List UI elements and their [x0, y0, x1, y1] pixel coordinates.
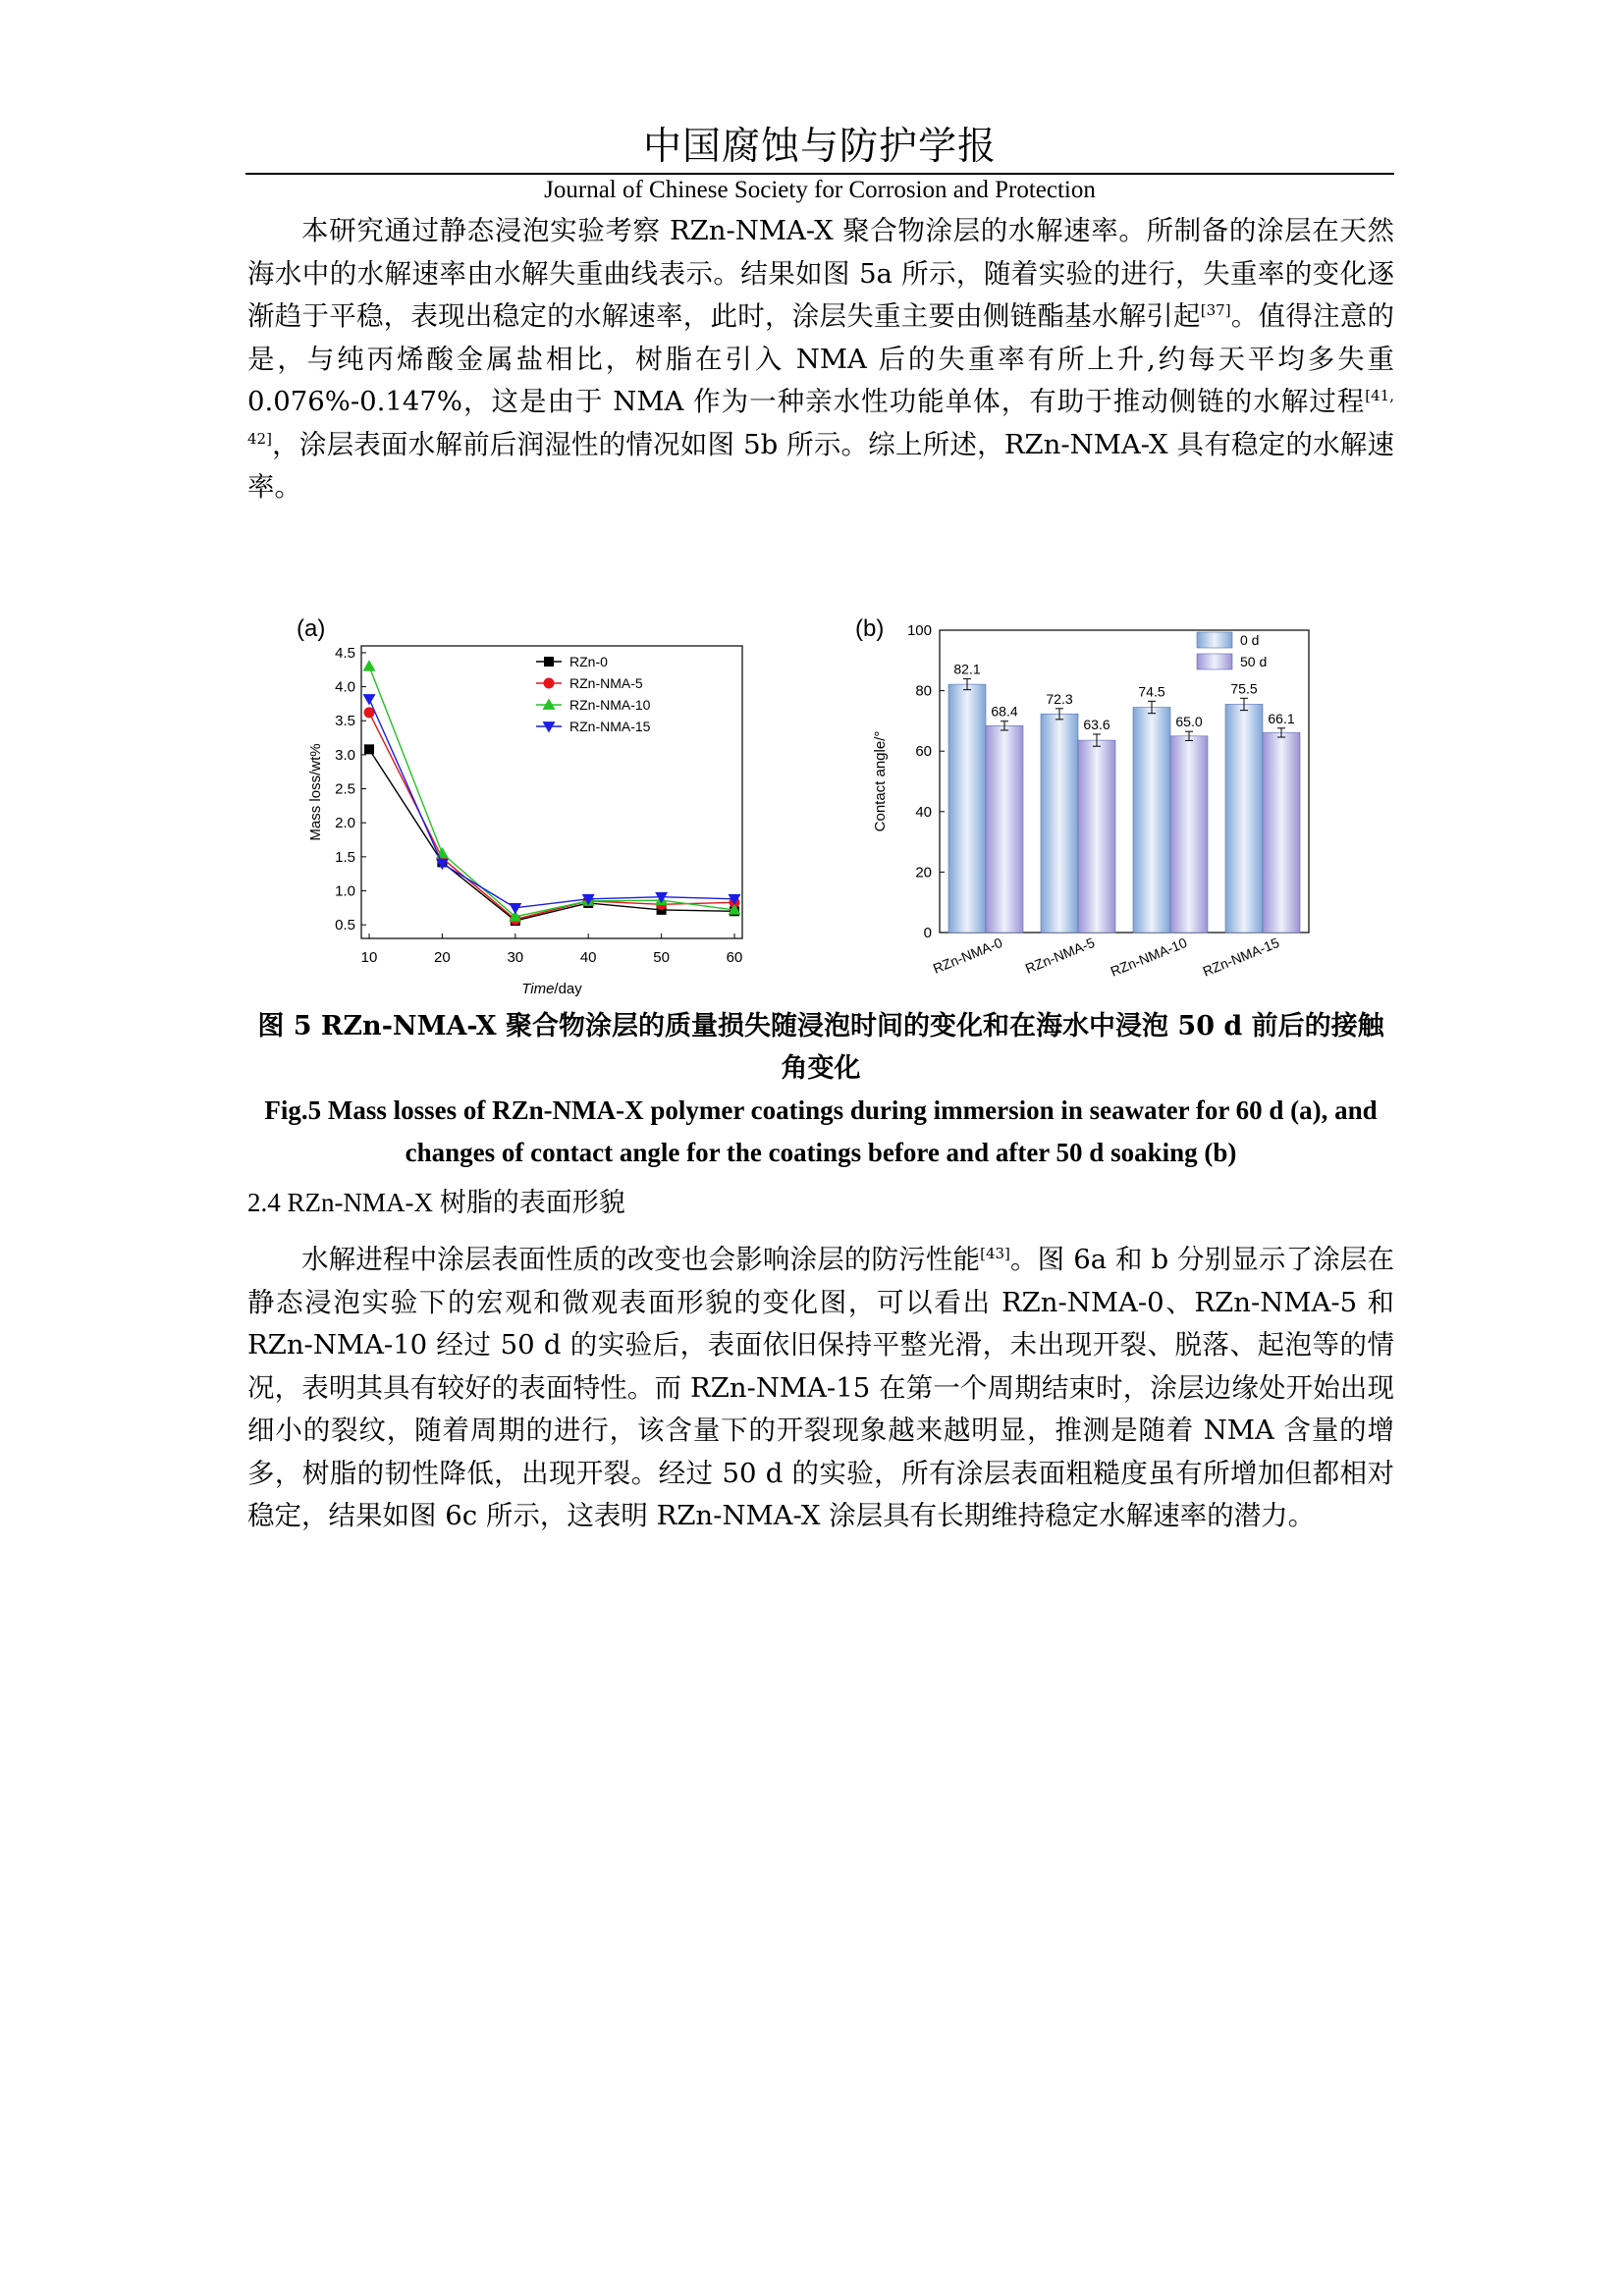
legend-label-b: 0 d	[1240, 632, 1260, 648]
y-tick-label-a: 3.0	[335, 746, 355, 764]
legend-swatch-b	[1197, 632, 1232, 648]
citation-ref-37: [37]	[1200, 300, 1231, 319]
legend-label-a: RZn-0	[569, 654, 608, 669]
legend-label-a: RZn-NMA-15	[569, 719, 651, 734]
body-paragraph-2	[247, 1239, 1394, 1538]
para2-text-2: 。图 6a 和 b 分别显示了涂层在静态浸泡实验下的宏观和微观表面形貌的变化图，可以看出 RZn-NMA-0、RZn-NMA-5 和 RZn-NMA-10 经过 50 d 的实验后，表面依旧保持平整光滑，未出现开裂、脱落、起泡等的情况，表明其具有较好的表面特性。而 RZn-NMA-15 在第一个周期结束时，涂层边缘处开始出现细小的裂纹，随着周期的进行，该含量下的开裂现象越来越明显，推测是随着 NMA 含量的增多，树脂的韧性降低，出现开裂。经过 50 d 的实验，所有涂层表面粗糙度虽有所增加但都相对稳定，结果如图 6c 所示，这表明 RZn-NMA-X 涂层具有长期维持稳定水解速率的潜力。	[247, 1244, 1395, 1531]
bar-value-label: 65.0	[1175, 714, 1203, 730]
bar-RZn-NMA-15-0 d	[1225, 704, 1263, 933]
x-axis-label-unit: /day	[554, 981, 582, 997]
para1-text-2: 。值得注意的是，与纯丙烯酸金属盐相比，树脂在引入 NMA 后的失重率有所上升,约每天平均多失重 0.076%-0.147%，这是由于 NMA 作为一种亲水性功能单体，有助于推动侧链的水解过程	[247, 300, 1394, 417]
figure-5a-mass-loss-chart	[291, 611, 752, 1003]
figure-caption-en: Fig.5 Mass losses of RZn-NMA-X polymer coatings during immersion in seawater for 60 d (a), and changes of contact angle for the coatings before and after 50 d soaking (b)	[264, 1095, 1378, 1167]
y-tick-label-a: 2.5	[335, 780, 355, 798]
figure-caption-cn: 图 5 RZn-NMA-X 聚合物涂层的质量损失随浸泡时间的变化和在海水中浸泡 50 d 前后的接触角变化	[257, 1011, 1384, 1084]
para2-text-1: 水解进程中涂层表面性质的改变也会影响涂层的防污性能	[301, 1244, 981, 1275]
journal-title-cn: 中国腐蚀与防护学报	[642, 125, 997, 169]
citation-ref-41-42: [41, 42]	[247, 386, 1394, 448]
series-line-RZn-0	[369, 749, 734, 921]
y-tick-label-a: 3.5	[335, 713, 355, 730]
x-axis-label-italic: Time	[521, 981, 555, 997]
x-category-label-b: RZn-NMA-5	[1022, 934, 1098, 977]
section-number: 2.4 RZn-NMA-X	[247, 1188, 440, 1217]
y-tick-label-a: 0.5	[335, 917, 355, 934]
legend-label-a: RZn-NMA-10	[569, 697, 651, 713]
series-RZn-0	[364, 744, 739, 926]
legend-marker-a	[544, 678, 555, 689]
y-tick-label-a: 1.5	[335, 848, 355, 866]
x-category-label-b: RZn-NMA-15	[1200, 934, 1282, 980]
series-line-RZn-NMA-5	[369, 713, 734, 920]
panel-label-a: (a)	[297, 615, 326, 642]
y-tick-label-a: 1.0	[335, 882, 355, 900]
citation-ref-43: [43]	[980, 1244, 1010, 1262]
bar-RZn-NMA-0-50 d	[986, 725, 1023, 933]
data-point-RZn-NMA-10	[363, 660, 376, 670]
y-axis-label-b: Contact angle/°	[872, 730, 889, 832]
section-title: 树脂的表面形貌	[439, 1188, 625, 1218]
bar-value-label: 74.5	[1138, 683, 1165, 700]
x-tick-label-a: 30	[507, 949, 524, 966]
bar-RZn-NMA-0-0 d	[948, 684, 986, 933]
y-tick-label-a: 4.0	[335, 678, 355, 696]
y-tick-label-b: 0	[923, 925, 932, 941]
x-tick-label-a: 20	[434, 949, 451, 966]
y-tick-label-b: 40	[915, 803, 932, 821]
series-RZn-NMA-5	[364, 707, 740, 925]
header-rule	[245, 173, 1394, 175]
bar-value-label: 66.1	[1268, 710, 1295, 726]
data-point-RZn-NMA-15	[363, 694, 376, 705]
bar-value-label: 63.6	[1083, 716, 1110, 732]
y-axis-label-a: Mass loss/wt%	[307, 743, 324, 841]
para1-text-1: 本研究通过静态浸泡实验考察 RZn-NMA-X 聚合物涂层的水解速率。所制备的涂层在天然海水中的水解速率由水解失重曲线表示。结果如图 5a 所示，随着实验的进行，失重率的变化逐渐趋于平稳，表现出稳定的水解速率，此时，涂层失重主要由侧链酯基水解引起	[247, 215, 1394, 332]
x-tick-label-a: 50	[653, 949, 670, 966]
y-tick-label-b: 100	[906, 622, 932, 639]
x-axis-label-a	[521, 981, 582, 997]
bar-RZn-NMA-10-0 d	[1133, 708, 1170, 933]
bar-RZn-NMA-10-50 d	[1170, 736, 1208, 933]
legend-swatch-b	[1197, 654, 1232, 669]
y-tick-label-a: 4.5	[335, 644, 355, 662]
legend-marker-a	[543, 721, 556, 732]
legend-marker-a	[544, 657, 554, 667]
series-RZn-NMA-10	[363, 660, 741, 921]
legend-label-a: RZn-NMA-5	[569, 675, 643, 691]
x-category-label-b: RZn-NMA-0	[930, 934, 1005, 977]
figure-5b-contact-angle-chart	[839, 611, 1330, 1003]
y-tick-label-b: 80	[915, 682, 932, 700]
bar-RZn-NMA-5-50 d	[1078, 740, 1115, 933]
legend-label-b: 50 d	[1240, 654, 1268, 669]
journal-title-en: Journal of Chinese Society for Corrosion and Protection	[544, 177, 1096, 203]
y-tick-label-a: 2.0	[335, 815, 355, 832]
body-paragraph-1	[247, 210, 1394, 509]
bar-RZn-NMA-15-50 d	[1263, 732, 1300, 933]
bar-RZn-NMA-5-0 d	[1041, 714, 1078, 933]
x-tick-label-a: 40	[579, 949, 597, 966]
bar-value-label: 68.4	[991, 703, 1018, 720]
x-tick-label-a: 10	[360, 949, 378, 966]
series-line-RZn-NMA-15	[369, 699, 734, 908]
legend-marker-a	[543, 699, 556, 710]
y-tick-label-b: 20	[915, 864, 932, 881]
y-tick-label-b: 60	[915, 743, 932, 761]
bar-value-label: 72.3	[1046, 690, 1073, 707]
data-point-RZn-0	[364, 744, 374, 754]
x-tick-label-a: 60	[726, 949, 743, 966]
x-category-label-b: RZn-NMA-10	[1108, 934, 1190, 980]
bar-value-label: 82.1	[953, 661, 981, 677]
panel-label-b: (b)	[855, 615, 885, 642]
section-heading	[247, 1181, 625, 1219]
bar-value-label: 75.5	[1230, 680, 1258, 697]
para1-text-3: ，涂层表面水解前后润湿性的情况如图 5b 所示。综上所述，RZn-NMA-X 具有稳定的水解速率。	[247, 428, 1394, 503]
